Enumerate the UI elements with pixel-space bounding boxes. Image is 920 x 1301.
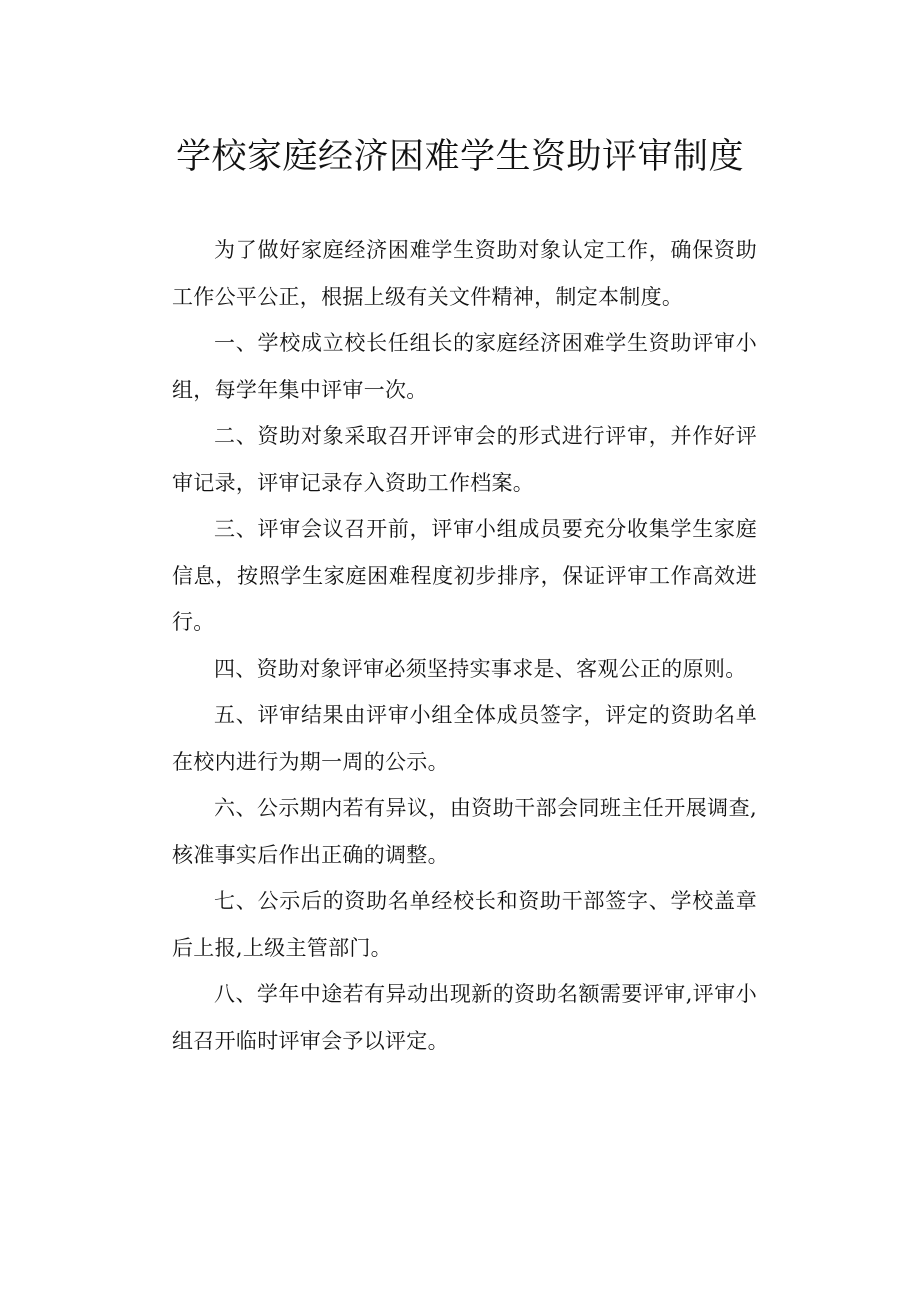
- paragraph-item-2: 二、资助对象采取召开评审会的形式进行评审，并作好评审记录，评审记录存入资助工作档案。: [172, 424, 757, 495]
- paragraph-item-4: 四、资助对象评审必须坚持实事求是、客观公正的原则。: [214, 656, 747, 681]
- paragraph-item-3: 三、评审会议召开前，评审小组成员要充分收集学生家庭信息，按照学生家庭困难程度初步排序，保证评审工作高效进行。: [172, 517, 757, 634]
- paragraph-item-7: 七、公示后的资助名单经校长和资助干部签字、学校盖章后上报,上级主管部门。: [172, 889, 757, 960]
- paragraph-intro: 为了做好家庭经济困难学生资助对象认定工作，确保资助工作公平公正，根据上级有关文件精神，制定本制度。: [172, 238, 757, 309]
- paragraph-item-1: 一、学校成立校长任组长的家庭经济困难学生资助评审小组，每学年集中评审一次。: [172, 331, 757, 402]
- paragraph-item-5: 五、评审结果由评审小组全体成员签字，评定的资助名单在校内进行为期一周的公示。: [172, 703, 757, 774]
- paragraph-item-6: 六、公示期内若有异议，由资助干部会同班主任开展调查,核准事实后作出正确的调整。: [172, 796, 757, 867]
- document-title: 学校家庭经济困难学生资助评审制度: [175, 137, 744, 177]
- document-body: [172, 227, 757, 1064]
- paragraph-item-8: 八、学年中途若有异动出现新的资助名额需要评审,评审小组召开临时评审会予以评定。: [172, 982, 757, 1053]
